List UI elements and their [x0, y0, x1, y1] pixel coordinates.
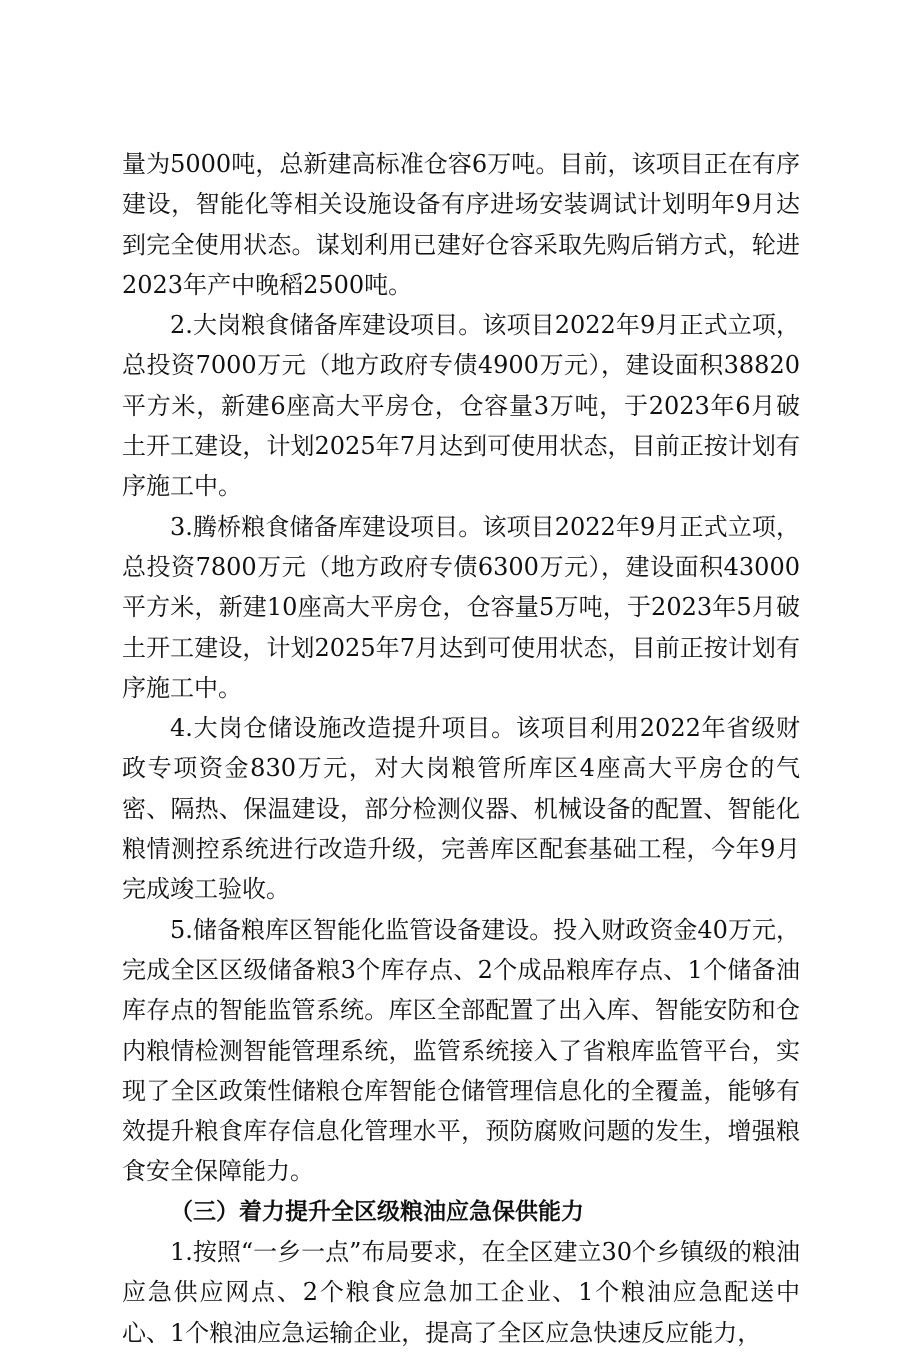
paragraph-tengqiao-grain-reserve-project: 3.腾桥粮食储备库建设项目。该项目2022年9月正式立项，总投资7800万元（地方政府专债6300万元），建设面积43000平方米，新建10座高大平房仓，仓容量5万吨，于2023年5月破土开工建设，计划2025年7月达到可使用状态，目前正按计划有序施工中。 — [122, 512, 800, 702]
document-page — [122, 144, 800, 1353]
paragraph-project-1-continuation: 量为5000吨，总新建高标准仓容6万吨。目前，该项目正在有序建设，智能化等相关设施设备有序进场安装调试计划明年9月达到完全使用状态。谋划利用已建好仓容采取先购后销方式，轮进2023年产中晚稻2500吨。 — [122, 150, 800, 299]
section-heading-emergency-supply: （三）着力提升全区级粮油应急保供能力 — [170, 1198, 584, 1225]
paragraph-dagang-storage-upgrade-project: 4.大岗仓储设施改造提升项目。该项目利用2022年省级财政专项资金830万元，对大岗粮管所库区4座高大平房仓的气密、隔热、保温建设，部分检测仪器、机械设备的配置、智能化粮情测控系统进行改造升级，完善库区配套基础工程，今年9月完成竣工验收。 — [122, 714, 800, 904]
paragraph-emergency-supply-network: 1.按照“一乡一点”布局要求，在全区建立30个乡镇级的粮油应急供应网点、2个粮食应急加工企业、1个粮油应急配送中心、1个粮油应急运输企业，提高了全区应急快速反应能力， — [122, 1238, 800, 1347]
paragraph-smart-monitoring-project: 5.储备粮库区智能化监管设备建设。投入财政资金40万元，完成全区区级储备粮3个库存点、2个成品粮库存点、1个储备油库存点的智能监管系统。库区全部配置了出入库、智能安防和仓内粮情检测智能管理系统，监管系统接入了省粮库监管平台，实现了全区政策性储粮仓库智能仓储管理信息化的全覆盖，能够有效提升粮食库存信息化管理水平，预防腐败问题的发生，增强粮食安全保障能力。 — [122, 915, 800, 1186]
paragraph-dagang-grain-reserve-project: 2.大岗粮食储备库建设项目。该项目2022年9月正式立项，总投资7000万元（地方政府专债4900万元），建设面积38820平方米，新建6座高大平房仓，仓容量3万吨，于2023年6月破土开工建设，计划2025年7月达到可使用状态，目前正按计划有序施工中。 — [122, 311, 800, 501]
